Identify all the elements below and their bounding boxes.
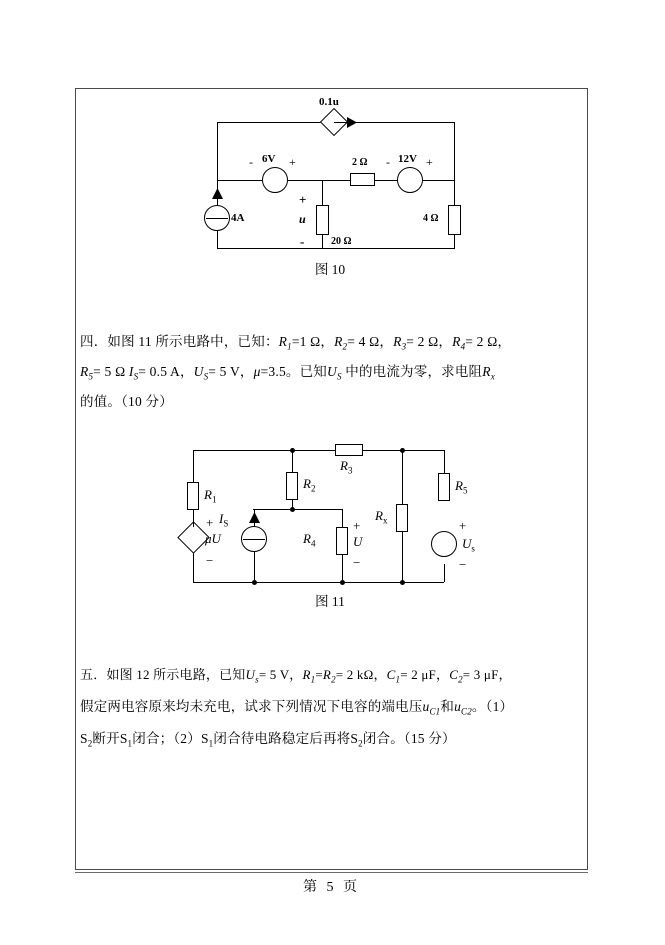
- fig11-node-is-bottom: [252, 580, 257, 585]
- q5-l3-S1-sub: 1: [127, 738, 133, 749]
- fig11-inner-wire: [253, 509, 343, 510]
- fig10-caption: 图 10: [314, 262, 346, 277]
- fig11-caption: 图 11: [315, 594, 345, 609]
- fig10-center-branch-upper: [322, 180, 323, 205]
- q4-l1-R3-sub: 3: [401, 341, 407, 352]
- q5-l1-C2: C: [449, 667, 459, 682]
- q4-l3: 的值。（10 分）: [80, 394, 173, 409]
- fig10-resistor-2ohm: [350, 173, 375, 186]
- fig11-source-is-label: $I_S$: [219, 511, 229, 529]
- q5-l1-R1-sub: 1: [310, 674, 316, 685]
- question-5-line-3: [80, 724, 456, 759]
- fig11-r4-wire-top: [342, 509, 343, 527]
- fig10-mid-wire-a: [217, 180, 262, 181]
- q4-l1-R2: R: [334, 334, 343, 349]
- fig10-source-12v-plus: +: [426, 155, 433, 169]
- q5-l2-u1-sub: C1: [429, 706, 441, 717]
- fig11-r2-wire-top: [292, 450, 293, 472]
- fig11-resistor-r1-label: $R_1$: [204, 487, 217, 505]
- fig11-resistor-rx-label: $R_x$: [375, 508, 388, 526]
- fig11-rx-wire-bottom: [402, 532, 403, 582]
- q5-l3-S1b: S: [200, 731, 209, 746]
- fig10-resistor-2ohm-label: 2 Ω: [352, 157, 368, 168]
- q5-l3-S1: S: [119, 731, 128, 746]
- fig11-mu-plus: +: [206, 515, 214, 530]
- q4-l2-b: 已知: [299, 364, 328, 379]
- q5-l3-S1b-sub: 1: [208, 738, 214, 749]
- q5-l2-b: 。（1）: [471, 699, 514, 714]
- fig10-resistor-4ohm: [448, 205, 461, 235]
- q4-l1-R2-sub: 2: [342, 341, 348, 352]
- fig10-source-6v: [262, 167, 288, 193]
- fig10-source-6v-plus: +: [289, 155, 296, 169]
- fig11-u-label: U: [353, 534, 363, 549]
- fig11-u-minus: −: [353, 555, 361, 570]
- q4-l2-Rx: R: [482, 364, 491, 379]
- fig10-source-6v-label: 6V: [262, 153, 276, 165]
- fig11-source-us: [431, 531, 457, 557]
- fig11-resistor-r3-label: $R_3$: [340, 458, 353, 476]
- q4-l2-R5: R: [80, 364, 89, 379]
- fig11-top-wire: [193, 450, 444, 451]
- fig10-dependent-source-label: 0.1u: [319, 96, 339, 108]
- fig10-mid-wire-c: [375, 180, 397, 181]
- q4-l1-v3: = 2 Ω，: [406, 334, 453, 349]
- fig10-source-6v-minus: -: [249, 155, 253, 169]
- fig11-dependent-source-label: μU: [205, 531, 221, 546]
- q4-l2-mu: μ: [253, 364, 261, 379]
- fig10-current-source-4a-arrow-icon: [212, 188, 223, 201]
- fig10-source-12v-label: 12V: [398, 153, 417, 165]
- q5-l3-a: 断开: [92, 731, 120, 746]
- q5-l1-R2-sub: 2: [331, 674, 336, 685]
- fig11-resistor-r2-label: $R_2$: [303, 476, 316, 494]
- fig10-source-12v-minus: -: [386, 155, 390, 169]
- q4-l1-text: 四．如图 11 所示电路中，已知：: [80, 334, 279, 349]
- q5-l2-a: 假定两电容原来均未充电，试求下列情况下电容的端电压: [80, 699, 423, 714]
- fig10-current-source-4a-bar: [206, 218, 228, 219]
- q5-l3-S2b-sub: 2: [358, 738, 363, 749]
- fig10-mid-wire-b: [288, 180, 350, 181]
- fig11-node-rx-bottom: [400, 580, 405, 585]
- q4-l2-Us2-sub: S: [336, 371, 342, 382]
- q5-l1-vr: = 2 kΩ，: [335, 667, 387, 682]
- q5-l3-S2b: S: [350, 731, 359, 746]
- fig11-resistor-r2: [286, 472, 298, 500]
- fig11-resistor-r3: [335, 444, 363, 456]
- q5-l3-b: 闭合；（2）: [132, 731, 201, 746]
- fig11-right-rail-bottom: [444, 564, 445, 582]
- q5-l1-eq: =: [315, 667, 323, 682]
- q5-l1-R1: R: [302, 667, 311, 682]
- fig11-resistor-r4: [336, 527, 348, 555]
- fig11-resistor-rx: [396, 504, 408, 532]
- q4-l2-Rx-sub: x: [490, 371, 495, 382]
- q5-l2-u1: u: [422, 699, 430, 714]
- q5-l1-R2: R: [322, 667, 332, 682]
- fig11-left-rail-mid: [193, 510, 194, 527]
- fig10-source-12v: [397, 167, 423, 193]
- q5-l1-Us: U: [245, 667, 256, 682]
- fig10-dependent-source-arrowhead-icon: [347, 117, 357, 128]
- q4-l2-Us: U: [193, 364, 204, 379]
- fig11-resistor-r4-label: $R_4$: [303, 531, 316, 549]
- question-5-line-1: [80, 660, 512, 695]
- fig10-mid-wire-d: [423, 180, 454, 181]
- q4-l2-Is: I: [128, 364, 134, 379]
- q5-l1-Us-sub: s: [255, 674, 259, 685]
- q4-l2-vis: = 0.5 A，: [138, 364, 194, 379]
- fig10-u-plus: +: [299, 192, 307, 207]
- q5-l1-vus: = 5 V，: [258, 667, 303, 682]
- q4-l1-R3: R: [393, 334, 402, 349]
- fig11-us-minus: −: [459, 557, 467, 572]
- fig10-top-wire-left: [217, 122, 322, 123]
- q4-l1-R1-sub: 1: [287, 341, 292, 352]
- q5-l3-S2: S: [80, 731, 88, 746]
- fig11-rx-wire-top: [402, 450, 403, 504]
- q4-l2-vmu: =3.5。: [260, 364, 300, 379]
- fig11-source-is-arrow-icon: [249, 512, 260, 525]
- q4-l2-Us2: U: [327, 364, 337, 379]
- fig11-source-us-label: $U_s$: [462, 536, 475, 554]
- fig11-mu-minus: −: [206, 553, 214, 568]
- q5-l3-S2-sub: 2: [87, 738, 93, 749]
- footer-divider: [75, 872, 588, 873]
- q5-l1-a: 五．如图 12 所示电路，已知: [80, 667, 246, 682]
- fig11-source-is-bar: [243, 539, 265, 540]
- q5-l2-u2-sub: C2: [461, 706, 472, 717]
- fig10-resistor-20ohm-label: 20 Ω: [331, 236, 352, 247]
- q5-l3-c: 闭合待电路稳定后再将: [213, 731, 351, 746]
- q4-l2-vus: = 5 V，: [208, 364, 254, 379]
- q4-l2-v5: = 5 Ω: [93, 364, 129, 379]
- fig10-bottom-wire: [217, 248, 455, 249]
- q4-l2-Us-sub: S: [203, 371, 209, 382]
- q5-l1-vc1: = 2 μF，: [400, 667, 450, 682]
- fig11-u-plus: +: [353, 518, 361, 533]
- q4-l1-v4: = 2 Ω，: [465, 334, 512, 349]
- q5-l2-and: 和: [440, 699, 455, 714]
- question-4-line-3: [80, 387, 173, 417]
- q5-l3-d: 闭合。（15 分）: [362, 731, 456, 746]
- q4-l1-v1: =1 Ω，: [291, 334, 335, 349]
- fig11-is-wire-bottom: [254, 552, 255, 582]
- q4-l1-R4: R: [452, 334, 461, 349]
- q5-l1-C1: C: [386, 667, 396, 682]
- fig11-resistor-r5: [438, 473, 450, 501]
- fig11-r4-wire-bottom: [342, 555, 343, 582]
- fig11-resistor-r1: [187, 482, 199, 510]
- q4-l1-R1: R: [278, 334, 288, 349]
- fig11-bottom-wire: [193, 582, 444, 583]
- q4-l1-v2: = 4 Ω，: [347, 334, 394, 349]
- fig11-us-plus: +: [459, 518, 467, 533]
- q5-l1-vc2: = 3 μF，: [462, 667, 512, 682]
- fig11-resistor-r5-label: $R_5$: [455, 478, 468, 496]
- page-footer: 第 5 页: [303, 880, 360, 895]
- fig10-top-wire-right: [350, 122, 454, 123]
- q5-l1-C2-sub: 2: [458, 674, 463, 685]
- fig11-node-c: [290, 507, 295, 512]
- q4-l2-c: 中的电流为零，求电阻: [341, 364, 483, 379]
- q5-l1-C1-sub: 1: [395, 674, 401, 685]
- q4-l2-Is-sub: S: [133, 371, 139, 382]
- fig10-resistor-20ohm: [316, 205, 329, 235]
- fig10-u-label: u: [299, 212, 306, 226]
- q4-l1-R4-sub: 4: [460, 341, 466, 352]
- question-5-line-2: [80, 692, 513, 727]
- fig10-center-branch-lower: [322, 235, 323, 248]
- fig10-resistor-4ohm-label: 4 Ω: [423, 213, 439, 224]
- fig11-node-r4-bottom: [340, 580, 345, 585]
- fig10-current-source-4a-label: 4A: [231, 212, 245, 224]
- fig10-u-minus: -: [300, 234, 305, 249]
- q4-l2-R5-sub: 5: [88, 371, 94, 382]
- q5-l2-u2: u: [454, 699, 462, 714]
